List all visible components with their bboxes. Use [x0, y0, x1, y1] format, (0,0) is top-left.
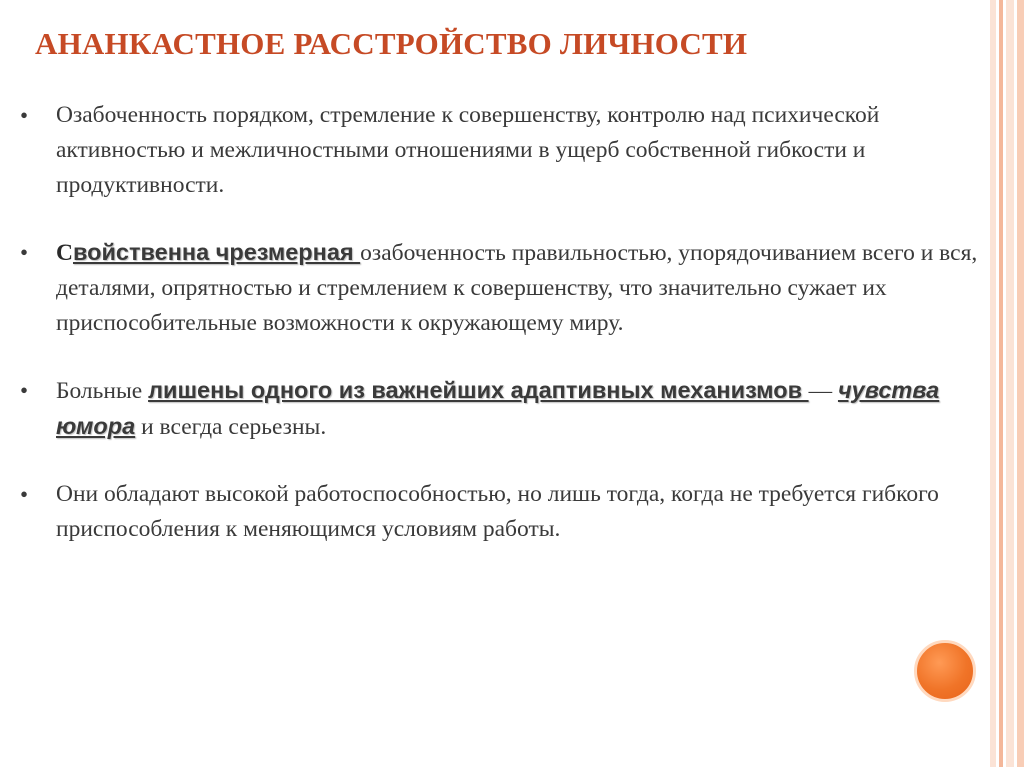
slide-title: АНАНКАСТНОЕ РАССТРОЙСТВО ЛИЧНОСТИ — [35, 26, 748, 61]
decorative-side-stripes — [990, 0, 1024, 767]
bullet-icon: • — [20, 240, 29, 265]
bullet-item-2 — [20, 235, 985, 341]
bullet-text: Озабоченность порядком, стремление к совершенству, контролю над психической активностью и межличностными отношениями в ущерб собственной гибкости и продуктивности. — [56, 102, 880, 198]
emphasized-phrase: войственна чрезмерная — [72, 239, 361, 265]
bullet-text: Они обладают высокой работоспособностью, но лишь тогда, когда не требуется гибкого приспособления к меняющимся условиям работы. — [56, 481, 939, 542]
decorative-orange-circle-icon — [914, 640, 976, 702]
bullet-item-1 — [20, 98, 985, 203]
bullet-item-3 — [20, 373, 985, 445]
bullet-text-pre: Больные — [56, 378, 149, 404]
bullet-icon: • — [20, 378, 29, 403]
bullet-icon: • — [20, 482, 29, 507]
bullet-item-4 — [20, 477, 985, 547]
bullet-text: и всегда серьезны. — [135, 414, 327, 440]
bullet-lead-letter: С — [56, 240, 73, 266]
bullet-list — [20, 98, 985, 579]
emphasized-phrase: лишены одного из важнейших адаптивных механизмов — [148, 377, 809, 403]
bullet-icon: • — [20, 103, 29, 128]
bullet-text: озабоченность правильностью, упорядочиванием всего и вся, деталями, опрятностью и стремлением к совершенству, что значительно сужает их приспособительные возможности к окружающему миру. — [56, 240, 978, 336]
emphasized-italic-phrase: чувства юмора — [56, 377, 940, 439]
dash: — — [808, 378, 838, 404]
